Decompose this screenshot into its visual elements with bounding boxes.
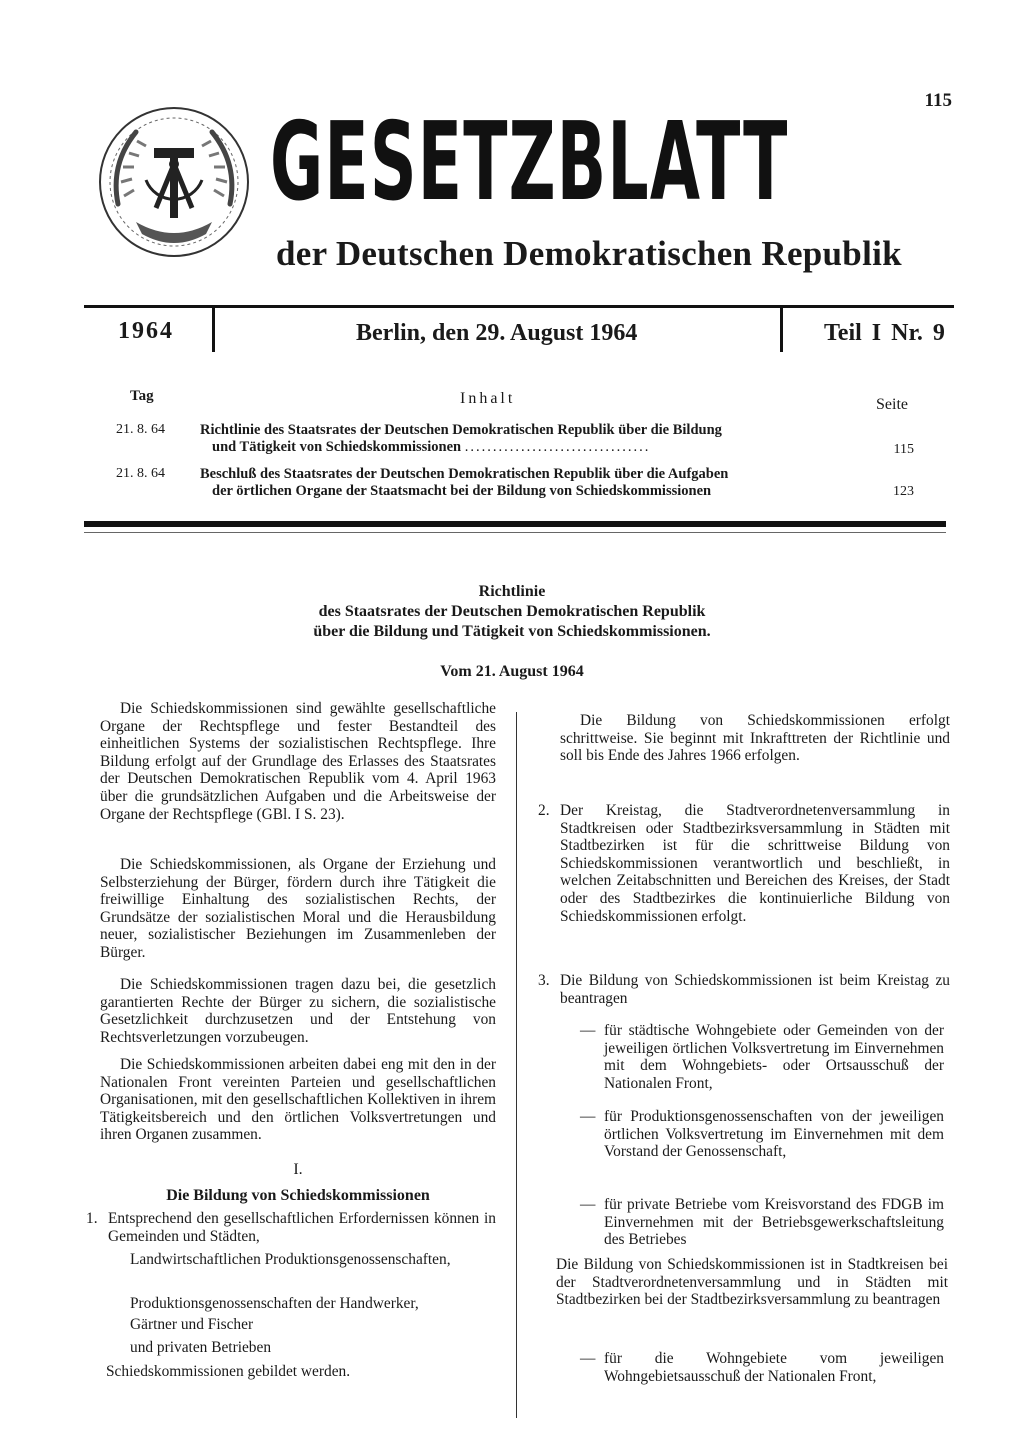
document-title-line: des Staatsrates der Deutschen Demokratischen Republik [318, 603, 706, 620]
issue-bar-divider-right [780, 306, 783, 352]
toc-dot-leader: ................................. [464, 439, 651, 455]
item-text: Die Bildung von Schiedskommissionen ist beim Kreistag zu beantragen [560, 972, 950, 1007]
body-paragraph: Die Schiedskommissionen arbeiten dabei eng mit den in der Nationalen Front vereinten Parteien und gesellschaftlichen Organisationen, mit den gesellschaftlichen Kollektiven in ihrem Tätigkeitsbereich und den örtlichen Volksvertretungen und ihren Organen zusammen. [100, 1056, 496, 1144]
issue-place-date: Berlin, den 29. August 1964 [356, 320, 638, 346]
toc-entry-line-continued: der örtlichen Organe der Staatsmacht bei der Bildung von Schiedskommissionen [212, 483, 712, 499]
dash-bullet: — [580, 1108, 596, 1125]
toc-entry-line-continued [200, 439, 860, 456]
masthead-title: GESETZBLATT [270, 100, 789, 225]
body-paragraph: Die Schiedskommissionen, als Organe der Erziehung und Selbsterziehung der Bürger, fördern durch ihre Tätigkeit die freiwillige Einhaltung des sozialistischen Rechts, der Grundsätze der sozialistischen Moral und die Herausbildung neuer, sozialistischer Beziehungen im Zusammenleben der Bürger. [100, 856, 496, 961]
toc-bottom-rule-thick [84, 521, 946, 527]
document-title-line: über die Bildung und Tätigkeit von Schiedskommissionen. [313, 623, 711, 640]
list-entry: und privaten Betrieben [130, 1339, 272, 1356]
list-entry: Gärtner und Fischer [130, 1316, 254, 1333]
toc-entry-text [200, 466, 860, 500]
dash-bullet: — [580, 1022, 596, 1039]
item-number: 2. [538, 802, 550, 819]
page-number: 115 [924, 90, 952, 111]
body-paragraph: Die Schiedskommissionen tragen dazu bei, die gesetzlich garantierten Rechte der Bürger zu sichern, die sozialistische Gesetzlichkeit durchzusetzen und der Entstehung von Rechtsverletzungen vorzubeugen. [100, 976, 496, 1046]
body-paragraph: Die Bildung von Schiedskommissionen erfolgt schrittweise. Sie beginnt mit Inkrafttreten der Richtlinie und soll bis Ende des Jahres 1966 erfolgen. [560, 712, 950, 765]
document-date: Vom 21. August 1964 [440, 663, 584, 680]
item-closing-text: Schiedskommissionen gebildet werden. [106, 1363, 351, 1380]
toc-entry-page: 115 [893, 442, 914, 457]
dash-list-item: für die Wohngebiete vom jeweiligen Wohngebietsausschuß der Nationalen Front, [604, 1350, 944, 1385]
dash-list-item: für Produktionsgenossenschaften von der jeweiligen örtlichen Volksvertretung im Einvernehmen mit dem Vorstand der Genossenschaft, [604, 1108, 944, 1161]
toc-entry-text [200, 422, 860, 456]
dash-bullet: — [580, 1196, 596, 1213]
issue-year: 1964 [118, 318, 174, 344]
issue-bar-divider-left [212, 306, 215, 352]
toc-entry-line: Beschluß des Staatsrates der Deutschen Demokratischen Republik über die Aufgaben [200, 466, 729, 482]
toc-header-page: Seite [876, 396, 908, 413]
column-divider [516, 712, 517, 1418]
dash-list-item: für private Betriebe vom Kreisvorstand des FDGB im Einvernehmen mit der Betriebsgewerkschaftsleitung des Betriebes [604, 1196, 944, 1249]
issue-part: Teil I Nr. 9 [824, 320, 945, 346]
list-entry: Landwirtschaftlichen Produktionsgenossenschaften, [130, 1251, 451, 1268]
toc-entry-line: und Tätigkeit von Schiedskommissionen [212, 439, 462, 455]
gdr-coat-of-arms-icon [96, 104, 252, 260]
toc-entry-page: 123 [893, 484, 914, 499]
section-number: I. [293, 1161, 303, 1178]
toc-header-day: Tag [130, 388, 154, 404]
body-paragraph: Die Bildung von Schiedskommissionen ist in Stadtkreisen bei der Stadtverordnetenversammlung und in Städten mit Stadtbezirken bei der Stadtbezirksversammlung zu beantragen [556, 1256, 948, 1309]
toc-entry-date: 21. 8. 64 [116, 466, 165, 481]
item-text: Der Kreistag, die Stadtverordnetenversammlung in Stadtkreisen oder Stadtbezirksversammlung in Städten mit Stadtbezirken ist für die schrittweise Bildung von Schiedskommissionen verantwortlich und beschließt, in welchen Zeitabschnitten und Bereichen des Kreises, der Stadt oder des Stadtbezirkes die kontinuierliche Bildung von Schiedskommissionen erfolgt. [560, 802, 950, 925]
item-number: 1. [86, 1210, 98, 1227]
item-text: Entsprechend den gesellschaftlichen Erfordernissen können in Gemeinden und Städten, [108, 1210, 496, 1245]
dash-bullet: — [580, 1350, 596, 1367]
masthead-subtitle: der Deutschen Demokratischen Republik [276, 234, 902, 273]
toc-bottom-rule-thin [84, 532, 946, 533]
dash-list-item: für städtische Wohngebiete oder Gemeinden von der jeweiligen örtlichen Volksvertretung im Einvernehmen mit dem Wohngebiets- oder Ortsausschuß der Nationalen Front, [604, 1022, 944, 1092]
toc-entry-line: Richtlinie des Staatsrates der Deutschen Demokratischen Republik über die Bildung [200, 422, 722, 438]
document-title-line: Richtlinie [478, 583, 546, 600]
section-title: Die Bildung von Schiedskommissionen [166, 1187, 430, 1204]
toc-entry-date: 21. 8. 64 [116, 422, 165, 437]
item-number: 3. [538, 972, 550, 989]
list-entry: Produktionsgenossenschaften der Handwerker, [130, 1295, 419, 1312]
toc-header-content: Inhalt [460, 390, 516, 407]
body-paragraph: Die Schiedskommissionen sind gewählte gesellschaftliche Organe der Rechtspflege und fester Bestandteil des einheitlichen Systems der sozialistischen Rechtspflege. Ihre Bildung erfolgt auf der Grundlage des Erlasses des Staatsrates der Deutschen Demokratischen Republik vom 4. April 1963 über die grundsätzlichen Aufgaben und die Arbeitsweise der Organe der Rechtspflege (GBl. I S. 23). [100, 700, 496, 823]
